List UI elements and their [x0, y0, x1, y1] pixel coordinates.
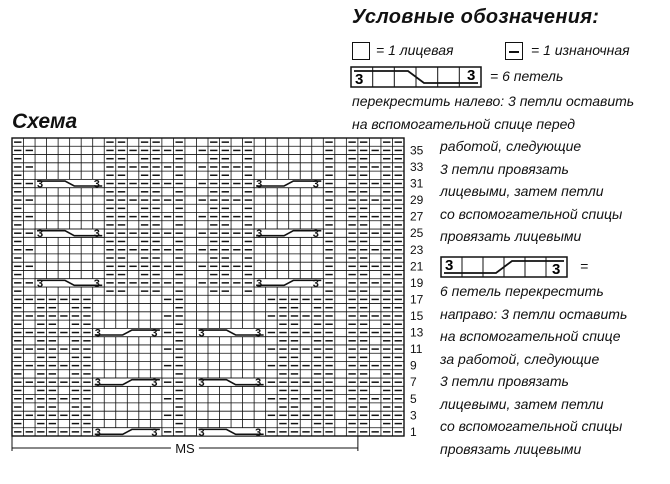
cable-num: 3	[93, 228, 100, 241]
cable-num: 3	[151, 377, 158, 390]
cable-num: 3	[37, 178, 44, 191]
cable-left-legend-label: = 6 петель	[490, 68, 564, 84]
row-label: 1	[410, 424, 417, 439]
chart-row-labels	[410, 143, 424, 438]
row-label: 33	[410, 159, 424, 174]
row-label: 15	[410, 308, 424, 323]
row-label: 21	[410, 259, 424, 274]
row-label: 23	[410, 242, 424, 257]
cable-left-desc-line: перекрестить налево: 3 петли оставить	[352, 93, 635, 109]
chart-cables	[35, 179, 323, 439]
cable-num: 3	[94, 327, 101, 340]
cable-num: 3	[255, 327, 262, 340]
cable-num: 3	[93, 178, 100, 191]
cable-left-desc-line: провязать лицевыми	[440, 228, 582, 244]
cable-num: 3	[255, 426, 262, 439]
row-label: 13	[410, 325, 424, 340]
cable-num: 3	[256, 178, 263, 191]
cable-num: 3	[94, 377, 101, 390]
cable-right-desc-line: направо: 3 петли оставить	[440, 305, 628, 322]
cable-num: 3	[312, 277, 319, 290]
cable-right-desc-line: лицевыми, затем петли	[440, 395, 604, 412]
cable-left-desc-line: со вспомогательной спицы	[440, 205, 623, 222]
row-label: 5	[410, 391, 417, 406]
cable-num: 3	[255, 377, 262, 390]
cable-left-desc-line: 3 петли провязать	[440, 160, 569, 177]
legend-title: Условные обозначения:	[352, 6, 600, 28]
cable-num: 3	[198, 377, 205, 390]
cable-right-desc-line: со вспомогательной спицы	[440, 418, 623, 434]
cable-num: 3	[312, 228, 319, 241]
row-label: 3	[410, 408, 417, 423]
cable-num: 3	[93, 277, 100, 290]
cable-num: 3	[312, 178, 319, 191]
cable-left-desc-line: лицевыми, затем петли	[440, 183, 604, 199]
row-label: 31	[410, 176, 424, 191]
row-label: 9	[410, 358, 417, 373]
cable-num: 3	[256, 277, 263, 290]
schema-title: Схема	[12, 110, 78, 133]
row-label: 19	[410, 275, 424, 290]
cable-num: 3	[151, 327, 158, 340]
cable-left-desc-line: на вспомогательной спице перед	[352, 115, 576, 132]
knit-legend-label: = 1 лицевая	[376, 42, 454, 58]
cable-right-desc-line: 3 петли провязать	[440, 373, 569, 389]
cable-right-num-right: 3	[552, 261, 561, 278]
chart-repeat-marker	[12, 436, 358, 456]
row-label: 35	[410, 143, 424, 158]
cable-left-num-right: 3	[467, 67, 476, 84]
cable-num: 3	[151, 426, 158, 439]
cable-num: 3	[198, 327, 205, 340]
ms-label: MS	[175, 441, 195, 456]
row-label: 11	[410, 342, 423, 357]
row-label: 17	[410, 292, 424, 307]
cable-right-num: 3	[445, 257, 454, 274]
cable-left-num: 3	[355, 71, 364, 88]
cable-num: 3	[198, 426, 205, 439]
purl-legend-label: = 1 изнаночная	[531, 42, 630, 58]
cable-right-desc-line: за работой, следующие	[440, 350, 600, 367]
cable-num: 3	[37, 228, 44, 241]
row-label: 25	[410, 226, 424, 241]
cable-left-desc-line: работой, следующие	[440, 138, 582, 154]
cable-right-legend-label: =	[580, 258, 589, 274]
cable-num: 3	[94, 426, 101, 439]
cable-right-desc-line: провязать лицевыми	[440, 440, 582, 457]
row-label: 29	[410, 193, 424, 208]
cable-num: 3	[256, 228, 263, 241]
row-label: 7	[410, 375, 417, 390]
row-label: 27	[410, 209, 424, 224]
cable-num: 3	[37, 277, 44, 290]
cable-right-desc-line: на вспомогательной спице	[440, 328, 621, 344]
cable-right-desc-line: 6 петель перекрестить	[440, 283, 604, 299]
